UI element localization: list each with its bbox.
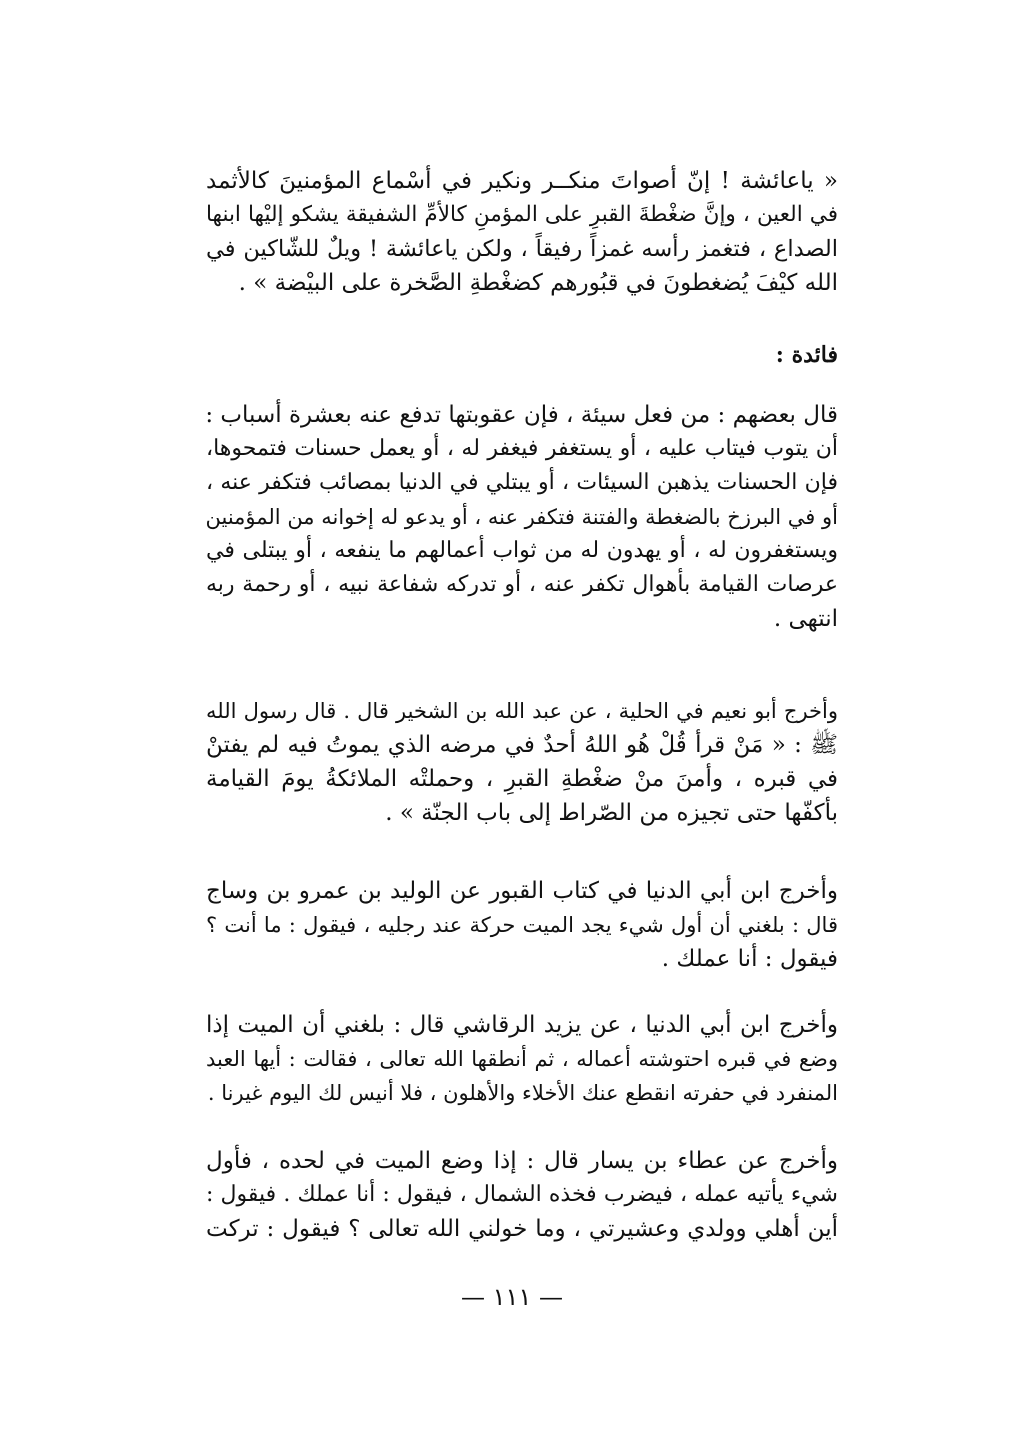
text-line: « ياعائشة ! إنّ أصواتَ منكــر ونكير في أسْماع المؤمنينَ كالأثمد <box>206 168 838 194</box>
text-line: وأخرج عن عطاء بن يسار قال : إذا وضع الميت في لحده ، فأول <box>206 1148 838 1174</box>
text-line: ﷺ : « مَنْ قرأ قُلْ هُو اللهُ أحدٌ في مرضه الذي يموتُ فيه لم يفتنْ <box>206 732 838 758</box>
text-line: شيء يأتيه عمله ، فيضرب فخذه الشمال ، فيقول : أنا عملك . فيقول : <box>206 1182 838 1207</box>
text-line: الصداع ، فتغمز رأسه غمزاً رفيقاً ، ولكن ياعائشة ! ويلٌ للشّاكين في <box>206 236 838 262</box>
text-line: ويستغفرون له ، أو يهدون له من ثواب أعمالهم ما ينفعه ، أو يبتلى في <box>206 538 838 563</box>
paragraph-abu-nuaim <box>206 694 838 830</box>
text-line: وضع في قبره احتوشته أعماله ، ثم أنطقها الله تعالى ، فقالت : أيها العبد <box>206 1047 838 1071</box>
text-line: فإن الحسنات يذهبن السيئات ، أو يبتلي في الدنيا بمصائب فتكفر عنه ، <box>206 470 838 495</box>
text-line: أن يتوب فيتاب عليه ، أو يستغفر فيغفر له ، أو يعمل حسنات فتمحوها، <box>206 436 838 461</box>
text-line: أو في البرزخ بالضغطة والفتنة فتكفر عنه ، أو يدعو له إخوانه من المؤمنين <box>205 505 838 529</box>
text-line: قال بعضهم : من فعل سيئة ، فإن عقوبتها تدفع عنه بعشرة أسباب : <box>205 402 838 428</box>
paragraph-hadith-aisha <box>206 164 838 300</box>
text-line: عرصات القيامة بأهوال تكفر عنه ، أو تدركه شفاعة نبيه ، أو رحمة ربه <box>206 572 838 597</box>
paragraph-ata-ibn-yasar <box>206 1144 838 1246</box>
section-heading: فائدة : <box>775 342 838 368</box>
paragraph-ibn-abi-dunya-walid <box>206 874 838 976</box>
text-line: في العين ، وإنَّ ضغْطةَ القبرِ على المؤمنِ كالأمِّ الشفيقة يشكو إليْها ابنها <box>206 202 838 227</box>
text-line: انتهى . <box>773 606 838 632</box>
text-line: وأخرج أبو نعيم في الحلية ، عن عبد الله بن الشخير قال . قال رسول الله <box>206 699 838 723</box>
text-line: في قبره ، وأمنَ منْ ضغْطةِ القبرِ ، وحملتْه الملائكةُ يومَ القيامة <box>206 766 838 792</box>
text-line: بأكفّها حتى تجيزه من الصّراط إلى باب الجنّة » . <box>385 800 838 826</box>
paragraph-yazid-raqashi <box>206 1008 838 1110</box>
text-line: أين أهلي وولدي وعشيرتي ، وما خولني الله تعالى ؟ فيقول : تركت <box>206 1216 838 1242</box>
text-line: وأخرج ابن أبي الدنيا في كتاب القبور عن الوليد بن عمرو بن وساج <box>206 878 838 904</box>
text-line: فيقول : أنا عملك . <box>661 946 838 972</box>
paragraph-ten-causes <box>206 398 838 636</box>
text-line: المنفرد في حفرته انقطع عنك الأخلاء والأهلون ، فلا أنيس لك اليوم غيرنا . <box>207 1081 838 1105</box>
page-number: — ١١١ — <box>461 1283 563 1311</box>
text-line: قال : بلغني أن أول شيء يجد الميت حركة عند رجليه ، فيقول : ما أنت ؟ <box>206 913 838 937</box>
text-line: وأخرج ابن أبي الدنيا ، عن يزيد الرقاشي قال : بلغني أن الميت إذا <box>206 1012 838 1038</box>
text-line: الله كيْفَ يُضغطونَ في قبُورهم كضغْطةِ الصَّخرة على البيْضة » . <box>238 270 838 296</box>
